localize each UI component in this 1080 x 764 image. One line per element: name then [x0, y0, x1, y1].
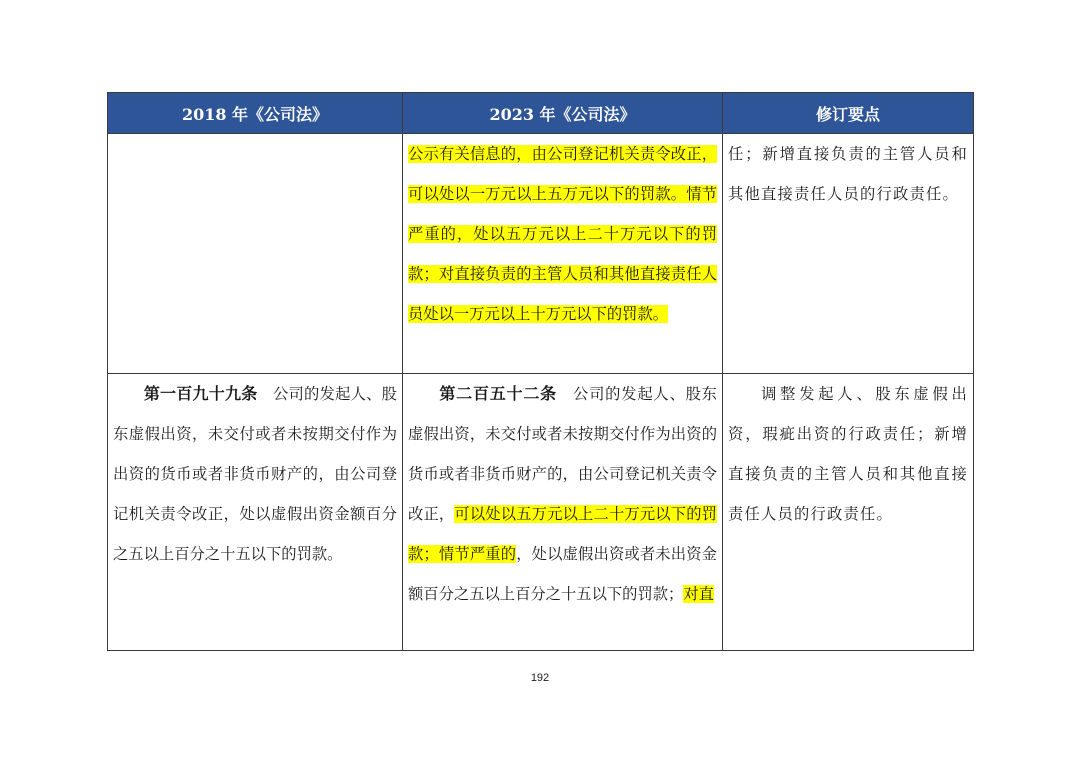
table-header-row: [108, 93, 974, 134]
cell-revision-text: [723, 374, 974, 651]
table-row: [108, 134, 974, 374]
cell-revision-text: 任；新增直接负责的主管人员和其他直接责任人员的行政责任。: [723, 134, 974, 374]
highlighted-text: 公示有关信息的，由公司登记机关责令改正，可以处以一万元以上五万元以下的罚款。情节严重的，处以五万元以上二十万元以下的罚款；对直接负责的主管人员和其他直接责任人员处以一万元以上十万元以下的罚款。: [408, 145, 717, 323]
highlighted-text: 对直: [683, 585, 714, 603]
article-text-2018: 公司的发起人、股东虚假出资，未交付或者未按期交付作为出资的货币或者非货币财产的，由公司登记机关责令改正，处以虚假出资金额百分之五以上百分之十五以下的罚款。: [113, 385, 397, 563]
header-2023-law: 2023 年《公司法》: [403, 93, 723, 134]
article-text-2023-a: 公司的发起人、股东虚假出资，未交付或者未按期交付作为出资的货币或者非货币财产的，由公司登记机关责令改正，: [408, 385, 717, 523]
article-number-2018: 第一百九十九条: [143, 384, 258, 403]
header-revision-points: 修订要点: [723, 93, 974, 134]
cell-2023-text: [403, 374, 723, 651]
table-row: [108, 374, 974, 651]
article-text-2023-b: ，处以虚假出资或者未出资金额百分之五以上百分之十五以下的罚款；: [408, 545, 717, 603]
article-number-2023: 第二百五十二条: [438, 384, 557, 403]
page-number: 192: [530, 672, 550, 684]
comparison-table: [107, 92, 974, 651]
highlighted-text: 可以处以五万元以上二十万元以下的罚款；情节严重的: [408, 505, 717, 563]
cell-2023-text: [403, 134, 723, 374]
revision-text: 调整发起人、股东虚假出资，瑕疵出资的行政责任；新增直接负责的主管人员和其他直接责任人员的行政责任。: [728, 385, 968, 523]
cell-2018-text: [108, 134, 403, 374]
cell-2018-text: [108, 374, 403, 651]
header-2018-law: 2018 年《公司法》: [108, 93, 403, 134]
